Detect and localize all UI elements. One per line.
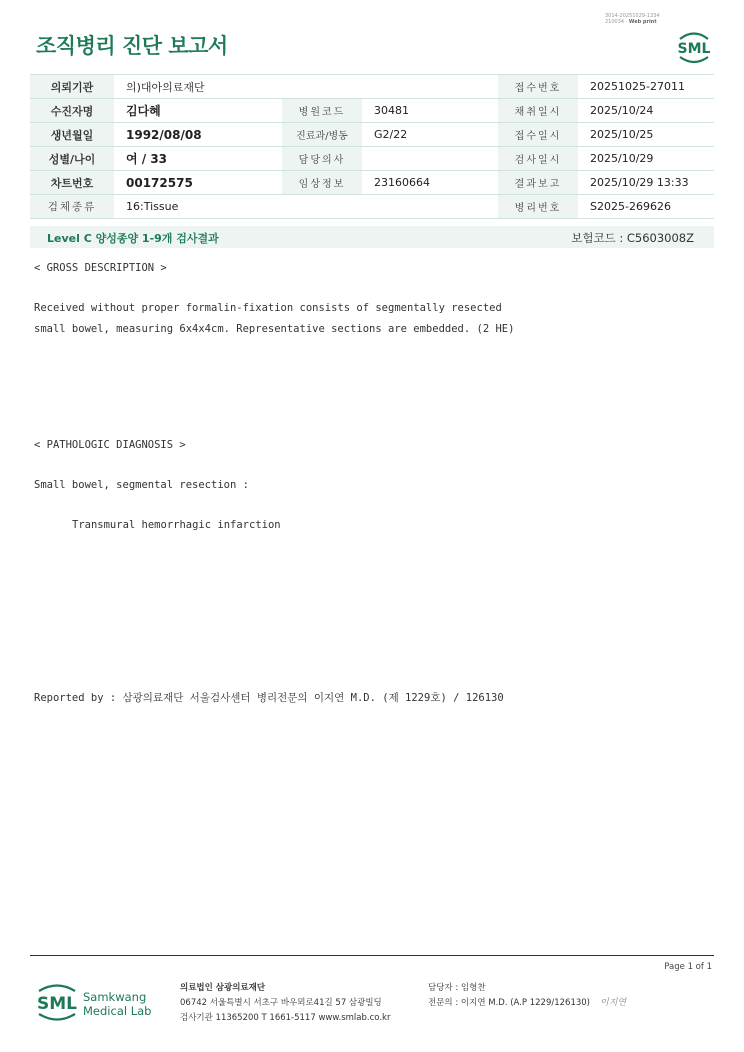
- footer-organization: [180, 981, 390, 1026]
- value-clinical-info: 23160664: [362, 171, 498, 195]
- value-sex-age: 여 / 33: [114, 147, 282, 171]
- value-requesting-institution: 의)대아의료재단: [114, 75, 498, 99]
- logo-top-text: SML: [677, 41, 711, 57]
- label-clinical-info: 임상정보: [282, 171, 362, 195]
- value-specimen-type: 16:Tissue: [114, 195, 498, 219]
- label-test-date: 검사일시: [498, 147, 578, 171]
- specialist-line: [428, 996, 626, 1011]
- label-requesting-institution: 의뢰기관: [30, 75, 114, 99]
- patient-info-table: [30, 74, 714, 219]
- value-attending-physician: [362, 147, 498, 171]
- footer-logo-name1: Samkwang: [83, 990, 147, 1004]
- print-code-line2: 210034 · Web print: [605, 19, 657, 25]
- test-result-band: [30, 226, 714, 248]
- footer-logo-text: SML: [37, 994, 77, 1014]
- value-result-report: 2025/10/29 13:33: [578, 171, 714, 195]
- info-row: [30, 99, 714, 123]
- footer-staff: [428, 981, 626, 1011]
- print-code-line1: 3014-20251029-1334: [605, 13, 660, 19]
- label-sex-age: 성별/나이: [30, 147, 114, 171]
- specialist: 전문의 : 이지연 M.D. (A.P 1229/126130): [428, 998, 590, 1008]
- signature: 이지연: [600, 998, 627, 1008]
- value-department-ward: G2/22: [362, 123, 498, 147]
- value-hospital-code: 30481: [362, 99, 498, 123]
- value-patient-name: 김다혜: [114, 99, 282, 123]
- insurance-code: 보험코드 : C5603008Z: [571, 231, 694, 245]
- label-specimen-type: 검체종류: [30, 195, 114, 219]
- samkwang-logo-icon: [36, 978, 160, 1028]
- value-chart-number: 00172575: [114, 171, 282, 195]
- label-receipt-date: 접수일시: [498, 123, 578, 147]
- info-row: [30, 123, 714, 147]
- label-pathology-number: 병리번호: [498, 195, 578, 219]
- label-result-report: 결과보고: [498, 171, 578, 195]
- sml-logo-icon: [672, 24, 716, 68]
- label-chart-number: 차트번호: [30, 171, 114, 195]
- info-row: [30, 75, 714, 99]
- label-receipt-number: 접수번호: [498, 75, 578, 99]
- reported-by: Reported by : 삼광의료재단 서울검사센터 병리전문의 이지연 M.D. (제 1229호) / 126130: [34, 692, 504, 704]
- org-address: 06742 서울특별시 서초구 바우뫼로41길 57 삼광빌딩: [180, 998, 382, 1008]
- diagnosis-site: Small bowel, segmental resection :: [34, 479, 249, 491]
- label-collection-date: 채취일시: [498, 99, 578, 123]
- gross-description-line: small bowel, measuring 6x4x4cm. Representative sections are embedded. (2 HE): [34, 323, 515, 335]
- footer-logo-name2: Medical Lab: [83, 1004, 152, 1018]
- label-birth-date: 생년월일: [30, 123, 114, 147]
- value-birth-date: 1992/08/08: [114, 123, 282, 147]
- test-level-title: Level C 양성종양 1-9개 검사결과: [47, 232, 219, 245]
- label-hospital-code: 병원코드: [282, 99, 362, 123]
- label-attending-physician: 담당의사: [282, 147, 362, 171]
- report-title: 조직병리 진단 보고서: [36, 34, 228, 58]
- org-contact: 검사기관 11365200 T 1661-5117 www.smlab.co.kr: [180, 1013, 391, 1023]
- pathologic-diagnosis-heading: < PATHOLOGIC DIAGNOSIS >: [34, 439, 186, 451]
- footer-divider: [30, 955, 714, 956]
- org-name: 의료법인 삼광의료재단: [180, 983, 266, 993]
- info-row: [30, 195, 714, 219]
- gross-description-heading: < GROSS DESCRIPTION >: [34, 262, 167, 274]
- value-pathology-number: S2025-269626: [578, 195, 714, 219]
- value-collection-date: 2025/10/24: [578, 99, 714, 123]
- info-row: [30, 147, 714, 171]
- value-receipt-date: 2025/10/25: [578, 123, 714, 147]
- info-row: [30, 171, 714, 195]
- label-department-ward: 진료과/병동: [282, 123, 362, 147]
- print-code: [605, 13, 660, 25]
- label-patient-name: 수진자명: [30, 99, 114, 123]
- value-test-date: 2025/10/29: [578, 147, 714, 171]
- page-number: Page 1 of 1: [664, 962, 712, 972]
- manager: 담당자 : 임형찬: [428, 983, 486, 993]
- gross-description-line: Received without proper formalin-fixation consists of segmentally resected: [34, 302, 502, 314]
- diagnosis-finding: Transmural hemorrhagic infarction: [72, 519, 281, 531]
- value-receipt-number: 20251025-27011: [578, 75, 714, 99]
